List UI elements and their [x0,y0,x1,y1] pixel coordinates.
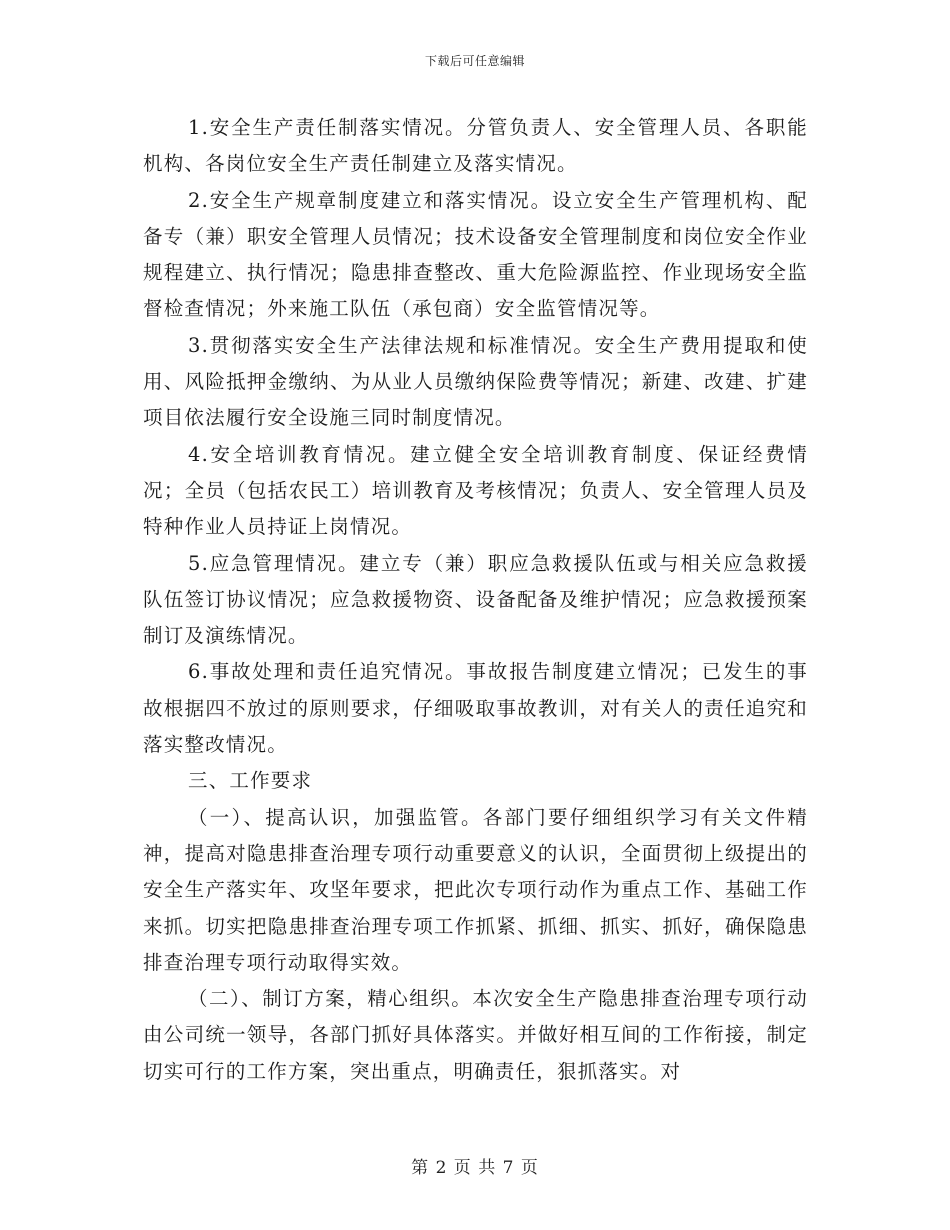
paragraph-1: 1.安全生产责任制落实情况。分管负责人、安全管理人员、各职能机构、各岗位安全生产责任制建立及落实情况。 [143,116,808,176]
paragraph-2: 2.安全生产规章制度建立和落实情况。设立安全生产管理机构、配备专（兼）职安全管理人员情况；技术设备安全管理制度和岗位安全作业规程建立、执行情况；隐患排查整改、重大危险源监控、作业现场安全监督检查情况；外来施工队伍（承包商）安全监管情况等。 [143,188,808,321]
paragraph-3: 3.贯彻落实安全生产法律法规和标准情况。安全生产费用提取和使用、风险抵押金缴纳、为从业人员缴纳保险费等情况；新建、改建、扩建项目依法履行安全设施三同时制度情况。 [143,333,808,430]
section-heading: 三、工作要求 [188,769,313,793]
page-header: 下载后可任意编辑 [424,54,525,68]
paragraph-requirement-2: （二）、制订方案，精心组织。本次安全生产隐患排查治理专项行动由公司统一领导，各部门抓好具体落实。并做好相互间的工作衔接，制定切实可行的工作方案，突出重点，明确责任，狠抓落实。对 [143,987,808,1083]
page-footer: 第 2 页 共 7 页 [411,1158,539,1178]
paragraph-4: 4.安全培训教育情况。建立健全安全培训教育制度、保证经费情况；全员（包括农民工）培训教育及考核情况；负责人、安全管理人员及特种作业人员持证上岗情况。 [143,442,808,539]
document-body [143,110,808,1090]
paragraph-6: 6.事故处理和责任追究情况。事故报告制度建立情况；已发生的事故根据四不放过的原则要求，仔细吸取事故教训，对有关人的责任追究和落实整改情况。 [143,660,808,757]
paragraph-5: 5.应急管理情况。建立专（兼）职应急救援队伍或与相关应急救援队伍签订协议情况；应急救援物资、设备配备及维护情况；应急救援预案制订及演练情况。 [143,551,808,648]
paragraph-requirement-1: （一）、提高认识，加强监管。各部门要仔细组织学习有关文件精神，提高对隐患排查治理专项行动重要意义的认识，全面贯彻上级提出的安全生产落实年、攻坚年要求，把此次专项行动作为重点工作、基础工作来抓。切实把隐患排查治理专项工作抓紧、抓细、抓实、抓好，确保隐患排查治理专项行动取得实效。 [143,805,808,974]
